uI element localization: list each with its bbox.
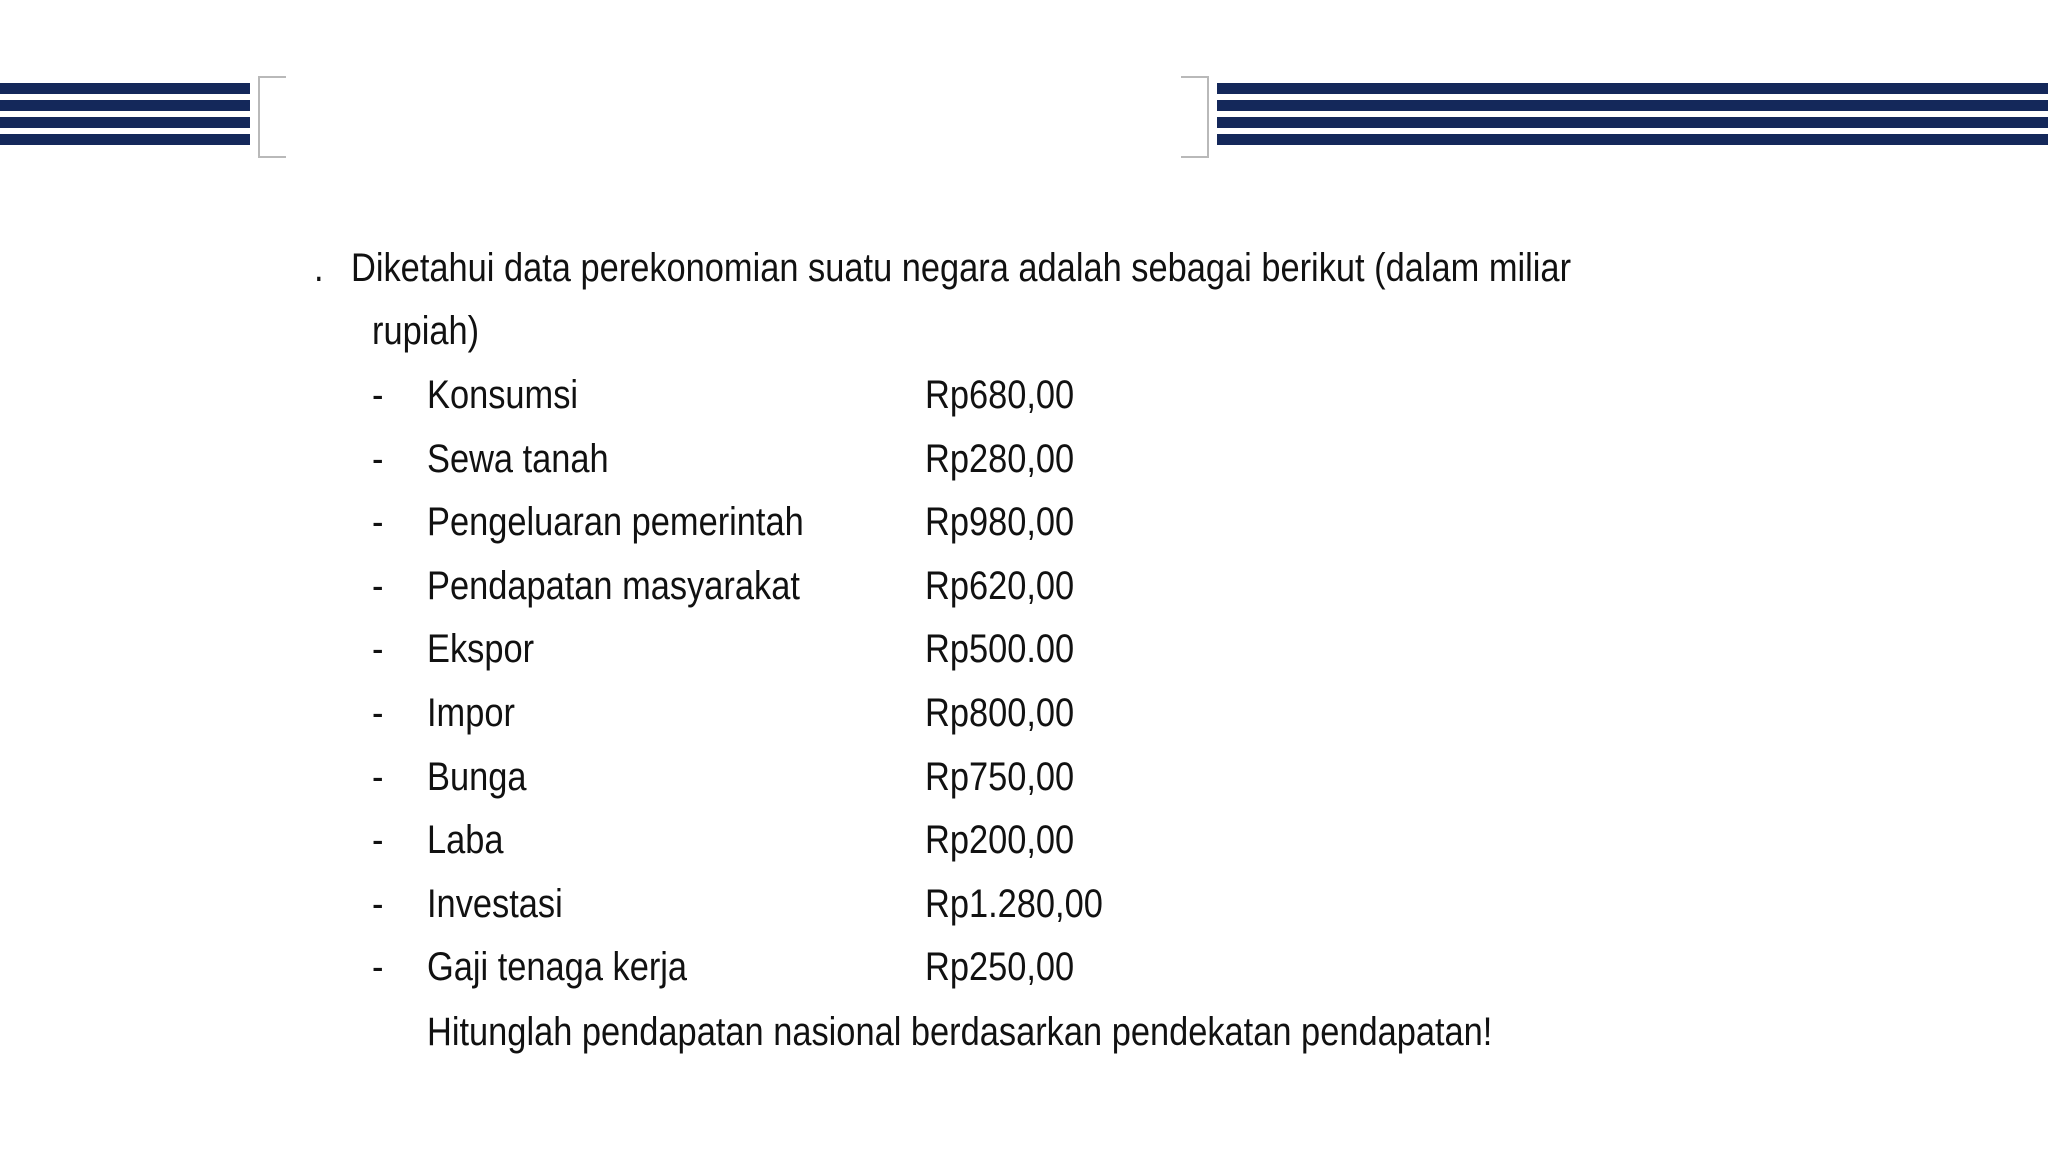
item-label: Bunga <box>427 755 527 799</box>
list-bullet: - <box>372 564 384 608</box>
item-label: Gaji tenaga kerja <box>427 945 688 989</box>
item-label: Konsumsi <box>427 373 579 417</box>
item-value: Rp680,00 <box>925 373 1075 417</box>
item-label: Ekspor <box>427 627 535 671</box>
list-bullet: - <box>372 945 384 989</box>
intro-text-line1: Diketahui data perekonomian suatu negara adalah sebagai berikut (dalam miliar <box>351 246 1572 290</box>
item-value: Rp750,00 <box>925 755 1075 799</box>
item-value: Rp1.280,00 <box>925 882 1103 926</box>
list-bullet: - <box>372 437 384 481</box>
item-label: Sewa tanah <box>427 437 609 481</box>
list-bullet: - <box>372 500 384 544</box>
list-marker: . <box>314 246 324 290</box>
item-label: Laba <box>427 818 504 862</box>
item-value: Rp200,00 <box>925 818 1075 862</box>
item-value: Rp800,00 <box>925 691 1075 735</box>
item-value: Rp280,00 <box>925 437 1075 481</box>
list-bullet: - <box>372 627 384 671</box>
item-value: Rp980,00 <box>925 500 1075 544</box>
item-label: Pengeluaran pemerintah <box>427 500 804 544</box>
intro-text-line2: rupiah) <box>372 309 480 353</box>
item-label: Investasi <box>427 882 563 926</box>
list-bullet: - <box>372 818 384 862</box>
item-label: Impor <box>427 691 515 735</box>
list-bullet: - <box>372 755 384 799</box>
item-value: Rp250,00 <box>925 945 1075 989</box>
list-bullet: - <box>372 882 384 926</box>
item-value: Rp620,00 <box>925 564 1075 608</box>
question-text: Hitunglah pendapatan nasional berdasarkan pendekatan pendapatan! <box>427 1010 1493 1054</box>
list-bullet: - <box>372 691 384 735</box>
list-bullet: - <box>372 373 384 417</box>
item-label: Pendapatan masyarakat <box>427 564 800 608</box>
item-value: Rp500.00 <box>925 627 1075 671</box>
